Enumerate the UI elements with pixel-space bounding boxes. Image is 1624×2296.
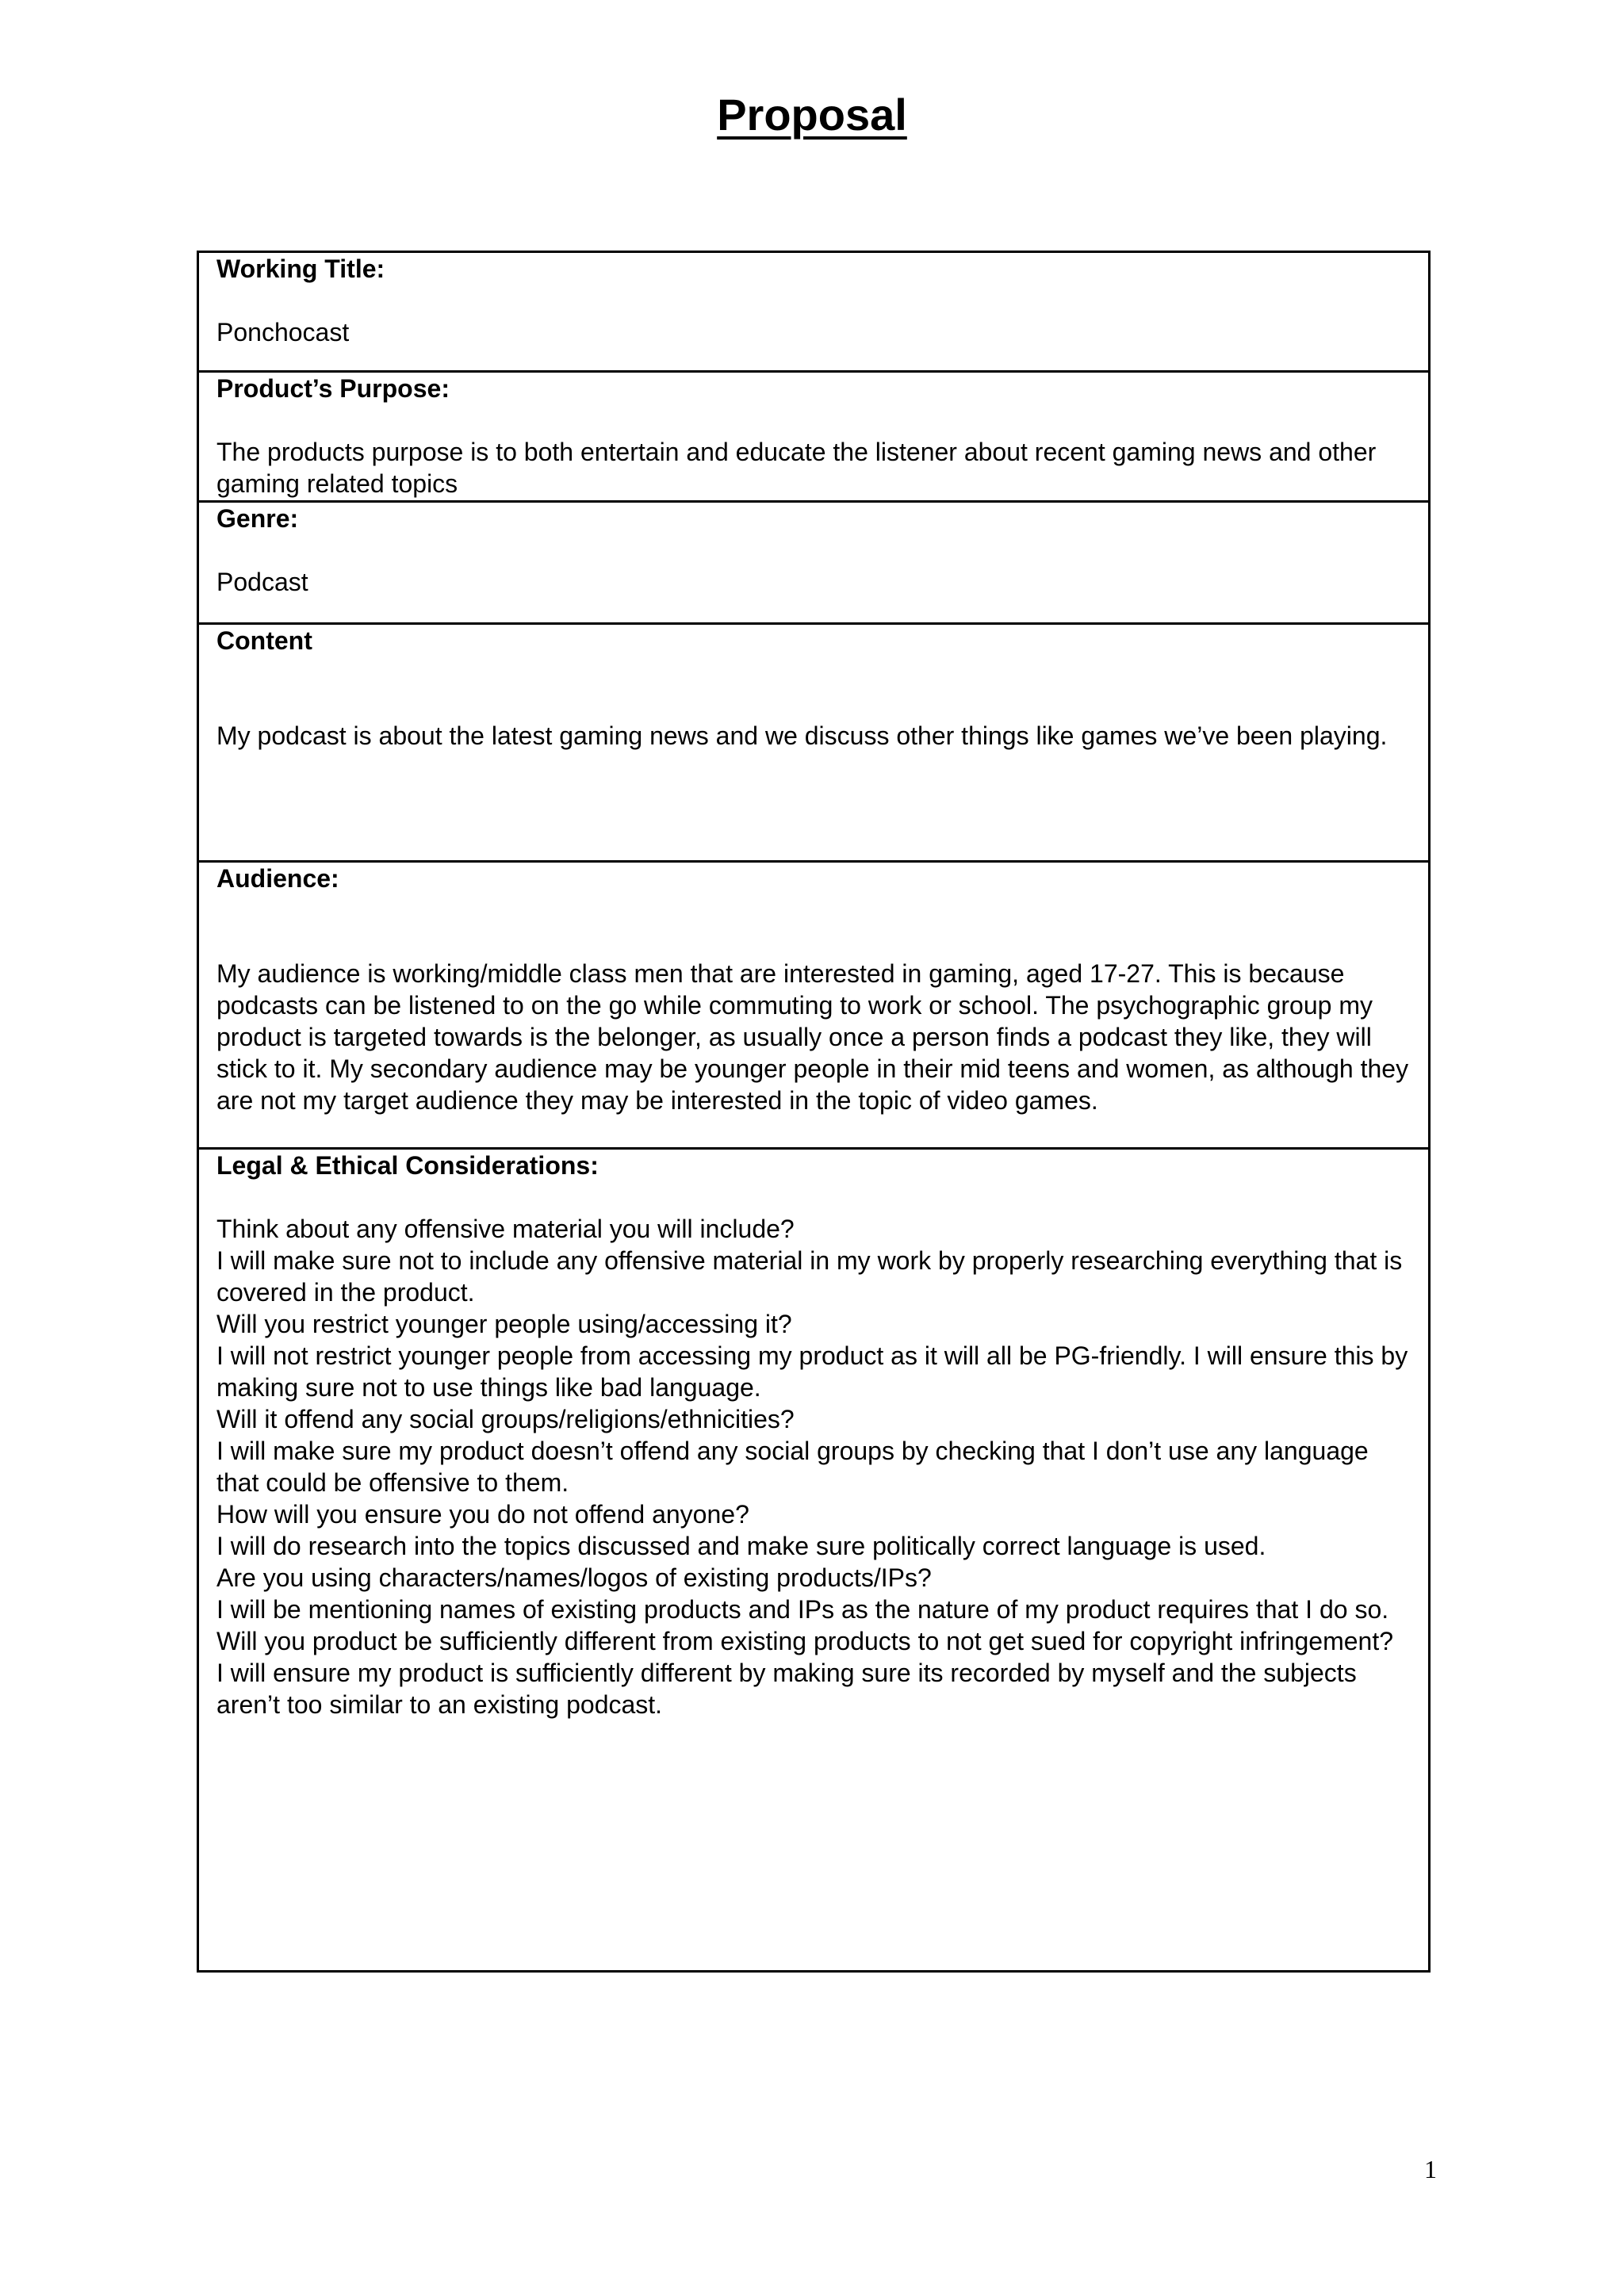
genre-label: Genre: [216,504,299,533]
working-title-label: Working Title: [216,254,385,283]
legal-line: I will ensure my product is sufficiently different by making sure its recorded by myself and the subjects aren’t too similar to an existing podcast. [216,1659,1357,1719]
genre-value: Podcast [216,568,308,596]
section-purpose [199,370,1428,500]
legal-line: Will you restrict younger people using/accessing it? [216,1310,792,1338]
section-content [199,622,1428,860]
legal-line: I will make sure not to include any offensive material in my work by properly researching everything that is covered in the product. [216,1246,1403,1307]
legal-line: Are you using characters/names/logos of existing products/IPs? [216,1563,932,1592]
content-value: My podcast is about the latest gaming news and we discuss other things like games we’ve been playing. [216,721,1388,750]
proposal-table [197,251,1431,1973]
legal-line: How will you ensure you do not offend anyone? [216,1500,749,1529]
audience-label: Audience: [216,864,339,893]
page-number: 1 [1424,2155,1437,2183]
legal-line: I will do research into the topics discussed and make sure politically correct language is used. [216,1532,1266,1560]
legal-label: Legal & Ethical Considerations: [216,1151,599,1180]
page-title: Proposal [717,90,907,140]
legal-body [216,1213,1411,1720]
legal-line: Think about any offensive material you will include? [216,1215,795,1243]
purpose-label: Product’s Purpose: [216,374,450,403]
section-legal-ethical [199,1147,1428,1970]
section-working-title [199,253,1428,370]
legal-line: Will you product be sufficiently different from existing products to not get sued for copyright infringement? [216,1627,1394,1655]
audience-value: My audience is working/middle class men that are interested in gaming, aged 17-27. This is because podcasts can be listened to on the go while commuting to work or school. The psychographic group my product is targeted towards is the belonger, as usually once a person finds a podcast they like, they will stick to it. My secondary audience may be younger people in their mid teens and women, as although they are not my target audience they may be interested in the topic of video games. [216,959,1409,1115]
legal-line: I will be mentioning names of existing products and IPs as the nature of my product requires that I do so. [216,1595,1389,1624]
content-label: Content [216,626,312,655]
working-title-value: Ponchocast [216,318,350,346]
legal-line: I will make sure my product doesn’t offend any social groups by checking that I don’t use any language that could be offensive to them. [216,1437,1369,1497]
section-audience [199,860,1428,1147]
legal-line: I will not restrict younger people from accessing my product as it will all be PG-friendly. I will ensure this by making sure not to use things like bad language. [216,1341,1408,1402]
legal-line: Will it offend any social groups/religions/ethnicities? [216,1405,795,1433]
purpose-value: The products purpose is to both entertain and educate the listener about recent gaming news and other gaming related topics [216,438,1377,498]
section-genre [199,500,1428,622]
